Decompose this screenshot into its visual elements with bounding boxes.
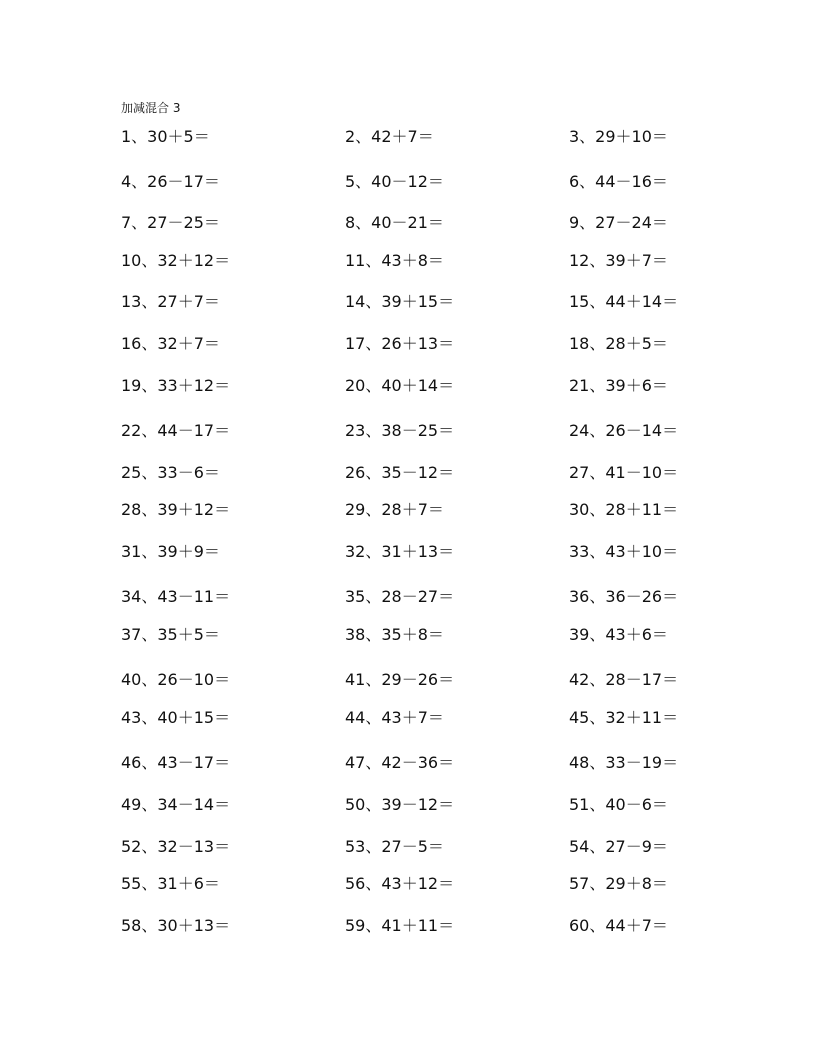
problem: 55、31＋6＝ [121,874,220,893]
problem: 28、39＋12＝ [121,500,231,519]
problem: 53、27－5＝ [345,837,444,856]
problem: 27、41－10＝ [569,463,679,482]
problem-row [0,170,816,194]
problem-row [0,419,816,443]
problem: 46、43－17＝ [121,753,231,772]
problem: 22、44－17＝ [121,421,231,440]
problem: 57、29＋8＝ [569,874,668,893]
problem: 49、34－14＝ [121,795,231,814]
problem: 17、26＋13＝ [345,334,455,353]
problem: 44、43＋7＝ [345,708,444,727]
problem: 9、27－24＝ [569,213,668,232]
problem: 38、35＋8＝ [345,625,444,644]
problem: 42、28－17＝ [569,670,679,689]
problem: 36、36－26＝ [569,587,679,606]
problem-row [0,374,816,398]
problem-row [0,249,816,273]
problem-row [0,332,816,356]
problem: 29、28＋7＝ [345,500,444,519]
problem: 56、43＋12＝ [345,874,455,893]
problem: 7、27－25＝ [121,213,220,232]
problem: 19、33＋12＝ [121,376,231,395]
problem: 32、31＋13＝ [345,542,455,561]
problem: 25、33－6＝ [121,463,220,482]
problem: 8、40－21＝ [345,213,444,232]
problem: 10、32＋12＝ [121,251,231,270]
problem-row [0,751,816,775]
problem: 26、35－12＝ [345,463,455,482]
problem: 14、39＋15＝ [345,292,455,311]
problem: 2、42＋7＝ [345,127,434,146]
problem: 54、27－9＝ [569,837,668,856]
problem: 11、43＋8＝ [345,251,444,270]
problem: 6、44－16＝ [569,172,668,191]
problem: 24、26－14＝ [569,421,679,440]
worksheet-title: 加减混合 3 [121,101,181,115]
problem-row [0,872,816,896]
problem-row [0,498,816,522]
problem: 58、30＋13＝ [121,916,231,935]
problem: 47、42－36＝ [345,753,455,772]
problem: 41、29－26＝ [345,670,455,689]
problem-row [0,461,816,485]
problem: 40、26－10＝ [121,670,231,689]
problem: 34、43－11＝ [121,587,231,606]
problem-row [0,835,816,859]
problem: 13、27＋7＝ [121,292,220,311]
problem: 33、43＋10＝ [569,542,679,561]
problem-row [0,706,816,730]
problem: 30、28＋11＝ [569,500,679,519]
problem-row [0,914,816,938]
problem: 23、38－25＝ [345,421,455,440]
problem: 43、40＋15＝ [121,708,231,727]
problem-row [0,585,816,609]
problem-row [0,793,816,817]
problem: 15、44＋14＝ [569,292,679,311]
problem: 52、32－13＝ [121,837,231,856]
problem-row [0,125,816,149]
problem: 4、26－17＝ [121,172,220,191]
problem: 1、30＋5＝ [121,127,210,146]
problem: 39、43＋6＝ [569,625,668,644]
problem: 16、32＋7＝ [121,334,220,353]
problem: 48、33－19＝ [569,753,679,772]
problem-row [0,211,816,235]
problem: 5、40－12＝ [345,172,444,191]
problem: 18、28＋5＝ [569,334,668,353]
problem: 45、32＋11＝ [569,708,679,727]
problem: 50、39－12＝ [345,795,455,814]
problem: 59、41＋11＝ [345,916,455,935]
problem: 3、29＋10＝ [569,127,668,146]
problem: 12、39＋7＝ [569,251,668,270]
problem-row [0,290,816,314]
problem: 31、39＋9＝ [121,542,220,561]
problem-row [0,668,816,692]
problem: 20、40＋14＝ [345,376,455,395]
problem: 51、40－6＝ [569,795,668,814]
problem-row [0,540,816,564]
problem: 37、35＋5＝ [121,625,220,644]
problem: 21、39＋6＝ [569,376,668,395]
problem: 60、44＋7＝ [569,916,668,935]
problem: 35、28－27＝ [345,587,455,606]
problem-row [0,623,816,647]
